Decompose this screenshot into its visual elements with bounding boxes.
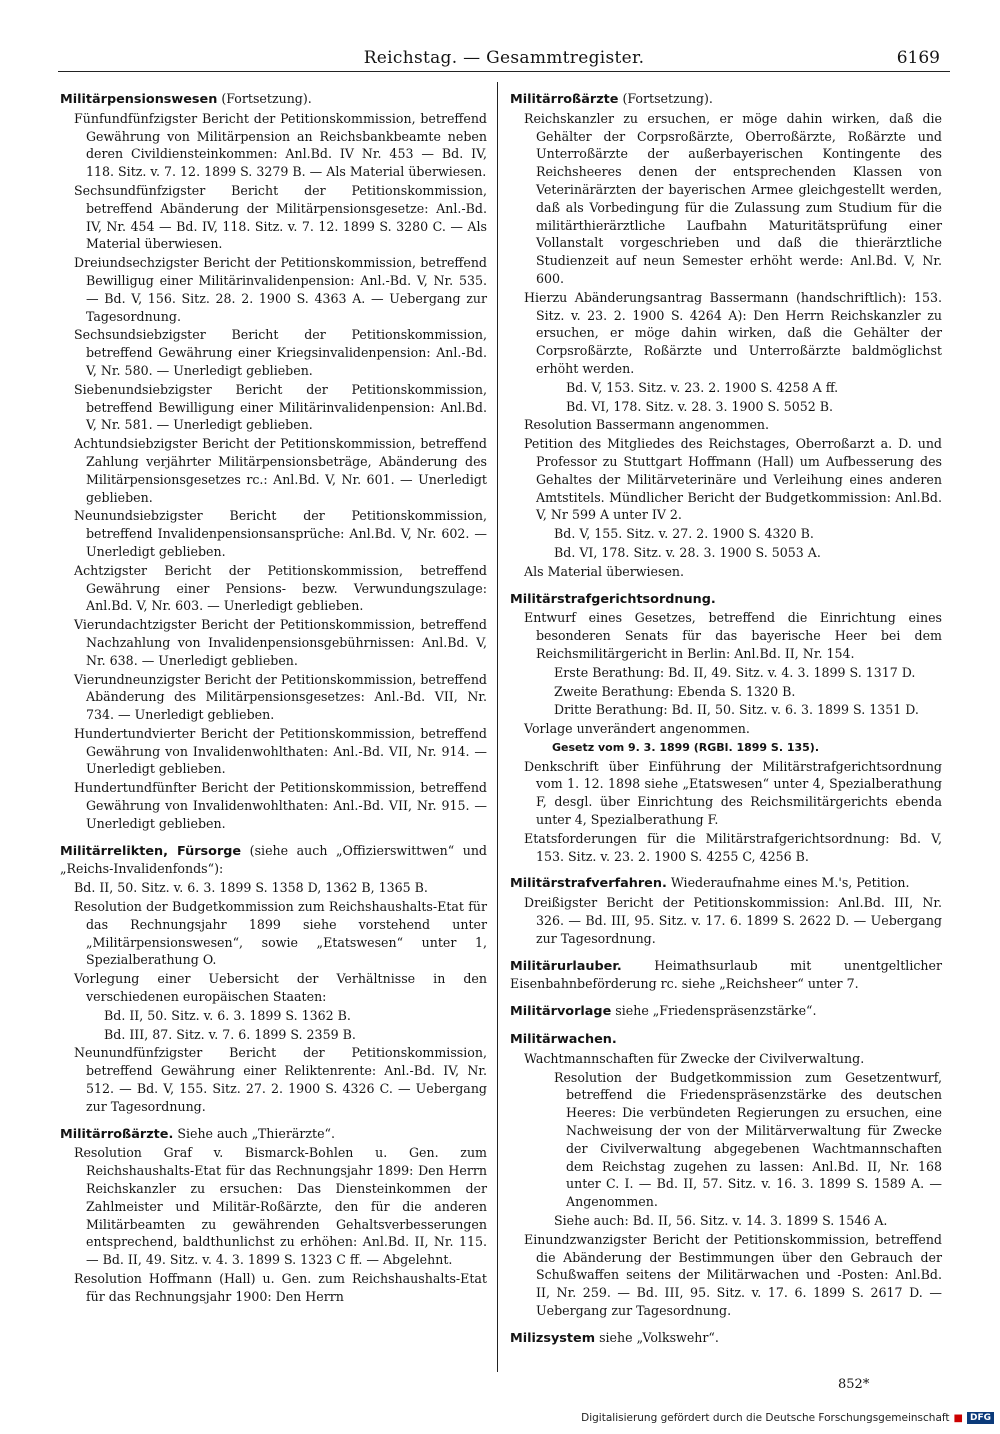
page-code: 852*	[838, 1377, 870, 1392]
index-entry: Neunundsiebzigster Bericht der Petitionskommission, betreffend Invalidenpensionsansprüche: Anl.Bd. V, Nr. 602. — Unerledigt geblieben.	[74, 508, 487, 559]
section-gap	[510, 949, 942, 957]
section-gap	[510, 994, 942, 1002]
index-heading	[510, 1329, 942, 1348]
column-divider	[497, 82, 498, 1372]
index-entry: Resolution der Budgetkommission zum Reichshaushalts-Etat für das Rechnungsjahr 1899 siehe vorstehend unter „Militärpensionswesen“, sowie „Etatswesen“ unter 1, Spezialberathung O.	[74, 899, 487, 968]
index-entry: Bd. II, 50. Sitz. v. 6. 3. 1899 S. 1362 B.	[104, 1007, 351, 1023]
headword: Militärvorlage	[510, 1004, 612, 1020]
index-entry: Vorlage unverändert angenommen.	[524, 721, 750, 737]
index-entry: Bd. III, 87. Sitz. v. 7. 6. 1899 S. 2359 B.	[104, 1026, 356, 1042]
index-entry: Fünfundfünfzigster Bericht der Petitionskommission, betreffend Gewährung von Militärpension an Reichsbankbeamte neben deren Civildiensteinkommen: Anl.Bd. IV Nr. 453 — Bd. IV, 118. Sitz. v. 7. 12. 1899 S. 3279 B. — Als Material überwiesen.	[74, 110, 487, 180]
headword: Milizsystem	[510, 1330, 596, 1346]
index-heading	[60, 1125, 487, 1144]
index-entry: Bd. VI, 178. Sitz. v. 28. 3. 1900 S. 5052 B.	[566, 398, 834, 414]
index-entry: Etatsforderungen für die Militärstrafgerichtsordnung: Bd. V, 153. Sitz. v. 23. 2. 1900 S. 4255 C, 4256 B.	[524, 830, 942, 864]
index-entry: Dreiundsechzigster Bericht der Petitionskommission, betreffend Bewilligug einer Militärinvalidenpension: Anl.-Bd. V, Nr. 535. — Bd. V, 156. Sitz. 28. 2. 1900 S. 4363 A. — Uebergang zur Tagesordnung.	[74, 255, 487, 324]
heading-note: (siehe auch „Offizierswittwen“ und „Reichs-Invalidenfonds“):	[60, 842, 487, 877]
right-column	[510, 90, 942, 1349]
index-heading	[510, 1002, 942, 1021]
headword: Militärroßärzte.	[60, 1126, 174, 1142]
bullet-icon: ■	[953, 1412, 963, 1424]
index-entry: Dritte Berathung: Bd. II, 50. Sitz. v. 6. 3. 1899 S. 1351 D.	[554, 702, 919, 718]
index-entry: Siehe auch: Bd. II, 56. Sitz. v. 14. 3. 1899 S. 1546 A.	[554, 1213, 888, 1229]
heading-note: Siehe auch „Thierärzte“.	[173, 1125, 335, 1141]
index-entry: Reichskanzler zu ersuchen, er möge dahin wirken, daß die Gehälter der Corpsroßärzte, Oberroßärzte, Roßärzte und Unterroßärzte der außerbayerischen Kontingente des Reichsheeres denen der entsprechenden Klassen von Veterinärärzten der bayerischen Armee gleichgestellt werden, daß als Vorbedingung für die Zulassung zum Studium für die militärthierärztliche Laufbahn Maturitätsprüfung einer Vollanstalt vorgeschrieben und daß die thierärztliche Studienzeit auf neun Semester erhöht werde: Anl.Bd. V, Nr. 600.	[524, 110, 942, 286]
page-number: 6169	[896, 48, 940, 68]
index-entry: Sechsundsiebzigster Bericht der Petitionskommission, betreffend Gewährung einer Kriegsinvalidenpension: Anl.-Bd. V, Nr. 580. — Unerledigt geblieben.	[74, 327, 487, 378]
index-entry: Achtundsiebzigster Bericht der Petitionskommission, betreffend Zahlung verjährter Militärpensionsbeträge, Abänderung des Militärpensionsgesetzes rc.: Anl.Bd. V, Nr. 601. — Unerledigt geblieben.	[74, 436, 487, 505]
section-gap	[510, 866, 942, 874]
running-title: Reichstag. — Gesammtregister.	[363, 48, 645, 68]
headword: Militärrelikten, Fürsorge	[60, 843, 242, 859]
footer-credit: Digitalisierung gefördert durch die Deutsche Forschungsgemeinschaft	[581, 1412, 950, 1424]
index-entry: Bd. II, 50. Sitz. v. 6. 3. 1899 S. 1358 D, 1362 B, 1365 B.	[74, 880, 428, 896]
index-entry: Resolution Graf v. Bismarck-Bohlen u. Gen. zum Reichshaushalts-Etat für das Rechnungsjahr 1899: Den Herrn Reichskanzler zu ersuchen: Das Diensteinkommen der Zahlmeister und Militär-Roßärzte, den für die anderen Militärbeamten zu gewährenden Gehaltsverbesserungen entsprechend, baldthunlichst zu erhöhen: Anl.Bd. II, Nr. 115. — Bd. II, 49. Sitz. v. 4. 3. 1899 S. 1323 C ff. — Abgelehnt.	[74, 1145, 487, 1268]
index-entry: Erste Berathung: Bd. II, 49. Sitz. v. 4. 3. 1899 S. 1317 D.	[554, 664, 916, 680]
headword: Militärpensionswesen	[60, 92, 218, 107]
index-entry: Vierundachtzigster Bericht der Petitionskommission, betreffend Nachzahlung von Invalidenpensionsgebührnissen: Anl.Bd. V, Nr. 638. — Unerledigt geblieben.	[74, 617, 487, 668]
index-entry: Neunundfünfzigster Bericht der Petitionskommission, betreffend Gewährung einer Reliktenrente: Anl.-Bd. IV, Nr. 512. — Bd. V, 155. Sitz. 27. 2. 1900 S. 4326 C. — Uebergang zur Tagesordnung.	[74, 1045, 487, 1114]
header-rule	[58, 71, 950, 72]
index-heading	[60, 90, 487, 109]
heading-note: siehe „Friedenspräsenzstärke“.	[611, 1003, 817, 1019]
index-entry: Vorlegung einer Uebersicht der Verhältnisse in den verschiedenen europäischen Staaten:	[74, 971, 487, 1005]
index-entry: Entwurf eines Gesetzes, betreffend die Einrichtung eines besonderen Senats für das bayerische Heer bei dem Reichsmilitärgericht in Berlin: Anl.Bd. II, Nr. 154.	[524, 610, 942, 661]
index-entry: Einundzwanzigster Bericht der Petitionskommission, betreffend die Abänderung der Bestimmungen über den Gebrauch der Schußwaffen seitens der Militärwachen und -Posten: Anl.Bd. II, Nr. 259. — Bd. III, 95. Sitz. v. 17. 6. 1899 S. 2617 D. — Uebergang zur Tagesordnung.	[524, 1231, 942, 1318]
index-entry: Bd. V, 155. Sitz. v. 27. 2. 1900 S. 4320 B.	[554, 526, 814, 542]
index-entry: Achtzigster Bericht der Petitionskommission, betreffend Gewährung einer Pensions- bezw. Verwundungszulage: Anl.Bd. V, Nr. 603. — Unerledigt geblieben.	[74, 562, 487, 614]
index-entry: Als Material überwiesen.	[524, 563, 685, 579]
index-heading	[510, 90, 942, 109]
headword: Militärstrafverfahren.	[510, 876, 667, 892]
section-gap	[60, 1117, 487, 1125]
footer	[581, 1412, 994, 1424]
index-entry: Sechsundfünfzigster Bericht der Petitionskommission, betreffend Abänderung der Militärpensionsgesetze: Anl.-Bd. IV, Nr. 454 — Bd. IV, 118. Sitz. v. 7. 12. 1899 S. 3280 C. — Als Material überwiesen.	[74, 182, 487, 252]
index-entry: Petition des Mitgliedes des Reichstages, Oberroßarzt a. D. und Professor zu Stuttgart Hoffmann (Hall) um Aufbesserung des Gehaltes der Militärveterinäre und Verleihung eines anderen Amtstitels. Mündlicher Bericht der Budgetkommission: Anl.Bd. V, Nr 599 A unter IV 2.	[524, 436, 942, 523]
index-entry: Hierzu Abänderungsantrag Bassermann (handschriftlich): 153. Sitz. v. 23. 2. 1900 S. 4264 A): Den Herrn Reichskanzler zu ersuchen, er möge dahin wirken, daß die Gehälter der Corpsroßärzte, Roßärzte und Unterroßärzte baldmöglichst erhöht werden.	[524, 289, 942, 376]
index-heading	[510, 590, 942, 609]
index-entry: Zweite Berathung: Ebenda S. 1320 B.	[554, 683, 796, 699]
index-entry: Bd. V, 153. Sitz. v. 23. 2. 1900 S. 4258 A ff.	[566, 379, 839, 395]
headword: Militärstrafgerichtsordnung.	[510, 591, 716, 607]
index-entry: Resolution Hoffmann (Hall) u. Gen. zum Reichshaushalts-Etat für das Rechnungsjahr 1900: Den Herrn	[74, 1271, 487, 1304]
dfg-logo: DFG	[967, 1412, 994, 1424]
index-heading	[510, 957, 942, 994]
index-entry: Hundertundvierter Bericht der Petitionskommission, betreffend Gewährung von Invalidenwohlthaten: Anl.-Bd. VII, Nr. 914. — Unerledigt geblieben.	[74, 725, 487, 777]
law-reference: Gesetz vom 9. 3. 1899 (RGBl. 1899 S. 135).	[552, 740, 820, 754]
heading-note: (Fortsetzung).	[618, 91, 713, 106]
section-gap	[510, 582, 942, 590]
heading-note: (Fortsetzung).	[217, 91, 312, 106]
index-entry: Bd. VI, 178. Sitz. v. 28. 3. 1900 S. 5053 A.	[554, 544, 821, 560]
heading-note: siehe „Volkswehr“.	[595, 1329, 719, 1345]
left-column	[60, 90, 487, 1307]
section-gap	[510, 1321, 942, 1329]
index-entry: Hundertundfünfter Bericht der Petitionskommission, betreffend Gewährung von Invalidenwohlthaten: Anl.-Bd. VII, Nr. 915. — Unerledigt geblieben.	[74, 780, 487, 831]
headword: Militärroßärzte	[510, 92, 619, 107]
heading-note: Heimathsurlaub mit unentgeltlicher Eisenbahnbeförderung rc. siehe „Reichsheer“ unter 7.	[510, 957, 942, 992]
index-heading	[510, 1030, 942, 1049]
headword: Militärwachen.	[510, 1032, 617, 1048]
headword: Militärurlauber.	[510, 958, 622, 974]
index-heading	[510, 874, 942, 893]
index-entry: Vierundneunzigster Bericht der Petitionskommission, betreffend Abänderung des Militärpensionsgesetzes: Anl.-Bd. VII, Nr. 734. — Unerledigt geblieben.	[74, 671, 487, 723]
page-header	[58, 44, 950, 72]
index-heading	[60, 842, 487, 879]
index-entry: Denkschrift über Einführung der Militärstrafgerichtsordnung vom 1. 12. 1898 siehe „Etatswesen“ unter 4, Spezialberathung F, desgl. über Einrichtung des Reichsmilitärgerichts ebenda unter 4, Spezialberathung F.	[524, 758, 942, 828]
index-entry: Siebenundsiebzigster Bericht der Petitionskommission, betreffend Bewilligung einer Militärinvalidenpension: Anl.Bd. V, Nr. 581. — Unerledigt geblieben.	[74, 381, 487, 433]
index-entry: Resolution Bassermann angenommen.	[524, 417, 770, 433]
index-entry: Dreißigster Bericht der Petitionskommission: Anl.Bd. III, Nr. 326. — Bd. III, 95. Sitz. v. 17. 6. 1899 S. 2622 D. — Uebergang zur Tagesordnung.	[524, 895, 942, 946]
index-entry: Wachtmannschaften für Zwecke der Civilverwaltung.	[524, 1050, 865, 1066]
heading-note: Wiederaufnahme eines M.'s, Petition.	[666, 875, 910, 891]
index-entry: Resolution der Budgetkommission zum Gesetzentwurf, betreffend die Friedenspräsenzstärke des deutschen Heeres: Die verbündeten Regierungen zu ersuchen, eine Nachweisung der von der Militärverwaltung für Zwecke der Civilverwaltung abgegebenen Wachtmannschaften dem Reichstag zugehen zu lassen: Anl.Bd. II, Nr. 168 unter C. I. — Bd. II, 57. Sitz. v. 16. 3. 1899 S. 1589 A. — Angenommen.	[554, 1069, 942, 1210]
section-gap	[60, 834, 487, 842]
section-gap	[510, 1022, 942, 1030]
